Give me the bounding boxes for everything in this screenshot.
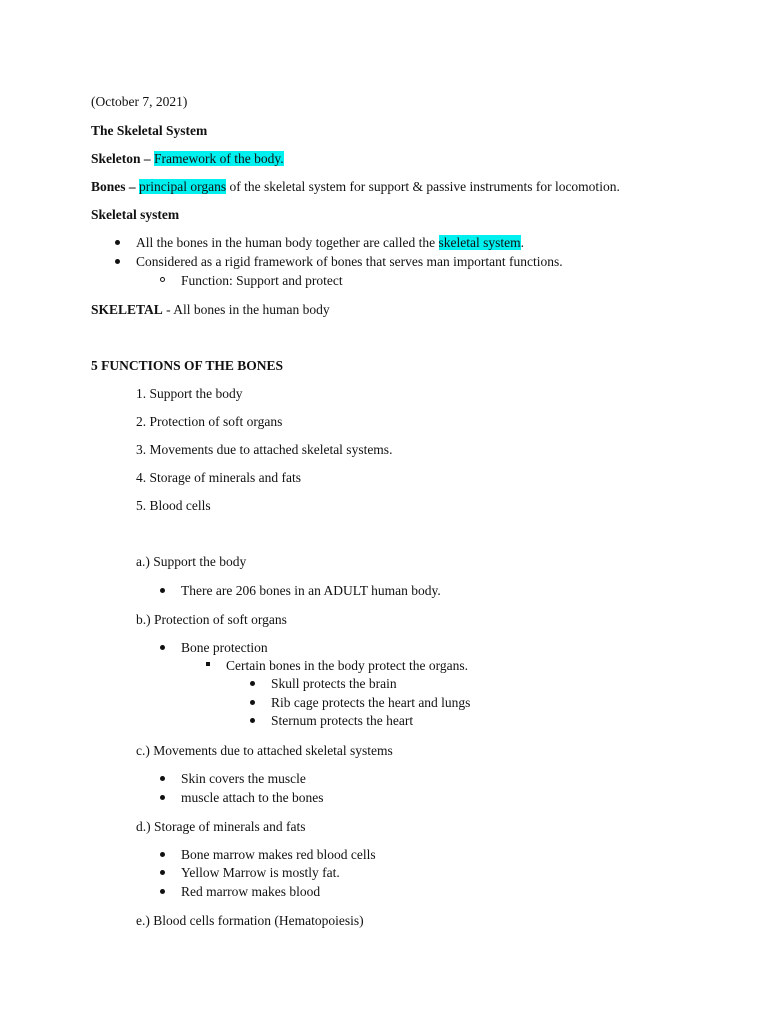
function-item: 4. Storage of minerals and fats	[136, 470, 301, 485]
skeletal-system-heading: Skeletal system	[91, 207, 180, 222]
bullet-1-end: .	[520, 235, 525, 250]
bullet-icon	[160, 776, 165, 781]
section-b-sub-bullet: Certain bones in the body protect the organs.	[226, 658, 468, 673]
bullet-icon	[250, 681, 255, 686]
section-d-bullet: Red marrow makes blood	[181, 884, 321, 899]
section-c-bullet: Skin covers the muscle	[181, 771, 306, 786]
section-b-subsub-bullet: Skull protects the brain	[271, 676, 397, 691]
bullet-icon	[160, 588, 165, 593]
function-item: 2. Protection of soft organs	[136, 414, 283, 429]
bullet-icon	[160, 870, 165, 875]
skeleton-term: Skeleton	[91, 151, 141, 166]
skeletal-system-sub-bullet: Function: Support and protect	[181, 273, 343, 288]
skeleton-definition	[91, 150, 284, 167]
skeleton-separator: –	[140, 151, 155, 166]
section-b-subsub-bullet: Rib cage protects the heart and lungs	[271, 695, 471, 710]
page-title: The Skeletal System	[91, 123, 208, 138]
bullet-icon	[160, 852, 165, 857]
section-b-bullet: Bone protection	[181, 640, 268, 655]
bones-separator: –	[125, 179, 140, 194]
skeletal-term: SKELETAL	[91, 302, 163, 317]
section-d-bullet: Yellow Marrow is mostly fat.	[181, 865, 340, 880]
skeletal-system-bullet-1	[136, 234, 524, 251]
bones-definition	[91, 178, 620, 195]
section-a-heading: a.) Support the body	[136, 554, 247, 569]
bullet-icon	[115, 259, 120, 264]
skeletal-system-bullet-2: Considered as a rigid framework of bones that serves man important functions.	[136, 254, 563, 269]
date-line: (October 7, 2021)	[91, 94, 188, 109]
bullet-icon	[250, 700, 255, 705]
skeleton-definition-highlight: Framework of the body.	[154, 151, 284, 166]
function-item: 3. Movements due to attached skeletal systems.	[136, 442, 393, 457]
bullet-1-highlight: skeletal system	[438, 235, 521, 250]
functions-heading: 5 FUNCTIONS OF THE BONES	[91, 358, 284, 373]
section-e-heading: e.) Blood cells formation (Hematopoiesis)	[136, 913, 364, 928]
bullet-icon	[160, 889, 165, 894]
function-item: 5. Blood cells	[136, 498, 211, 513]
bones-term: Bones	[91, 179, 126, 194]
bullet-icon	[160, 645, 165, 650]
skeletal-definition	[91, 301, 330, 318]
bullet-icon	[115, 240, 120, 245]
bones-highlight: principal organs	[139, 179, 227, 194]
section-d-heading: d.) Storage of minerals and fats	[136, 819, 306, 834]
bullet-1-text: All the bones in the human body together are called the	[136, 235, 439, 250]
function-item: 1. Support the body	[136, 386, 243, 401]
bullet-icon	[250, 718, 255, 723]
section-b-subsub-bullet: Sternum protects the heart	[271, 713, 414, 728]
section-b-heading: b.) Protection of soft organs	[136, 612, 287, 627]
section-c-bullet: muscle attach to the bones	[181, 790, 324, 805]
section-d-bullet: Bone marrow makes red blood cells	[181, 847, 376, 862]
skeletal-rest: - All bones in the human body	[162, 302, 330, 317]
square-bullet-icon	[206, 662, 210, 666]
section-c-heading: c.) Movements due to attached skeletal systems	[136, 743, 393, 758]
section-a-bullet: There are 206 bones in an ADULT human body.	[181, 583, 441, 598]
circle-bullet-icon	[160, 277, 165, 282]
bullet-icon	[160, 795, 165, 800]
bones-rest: of the skeletal system for support & passive instruments for locomotion.	[226, 179, 620, 194]
